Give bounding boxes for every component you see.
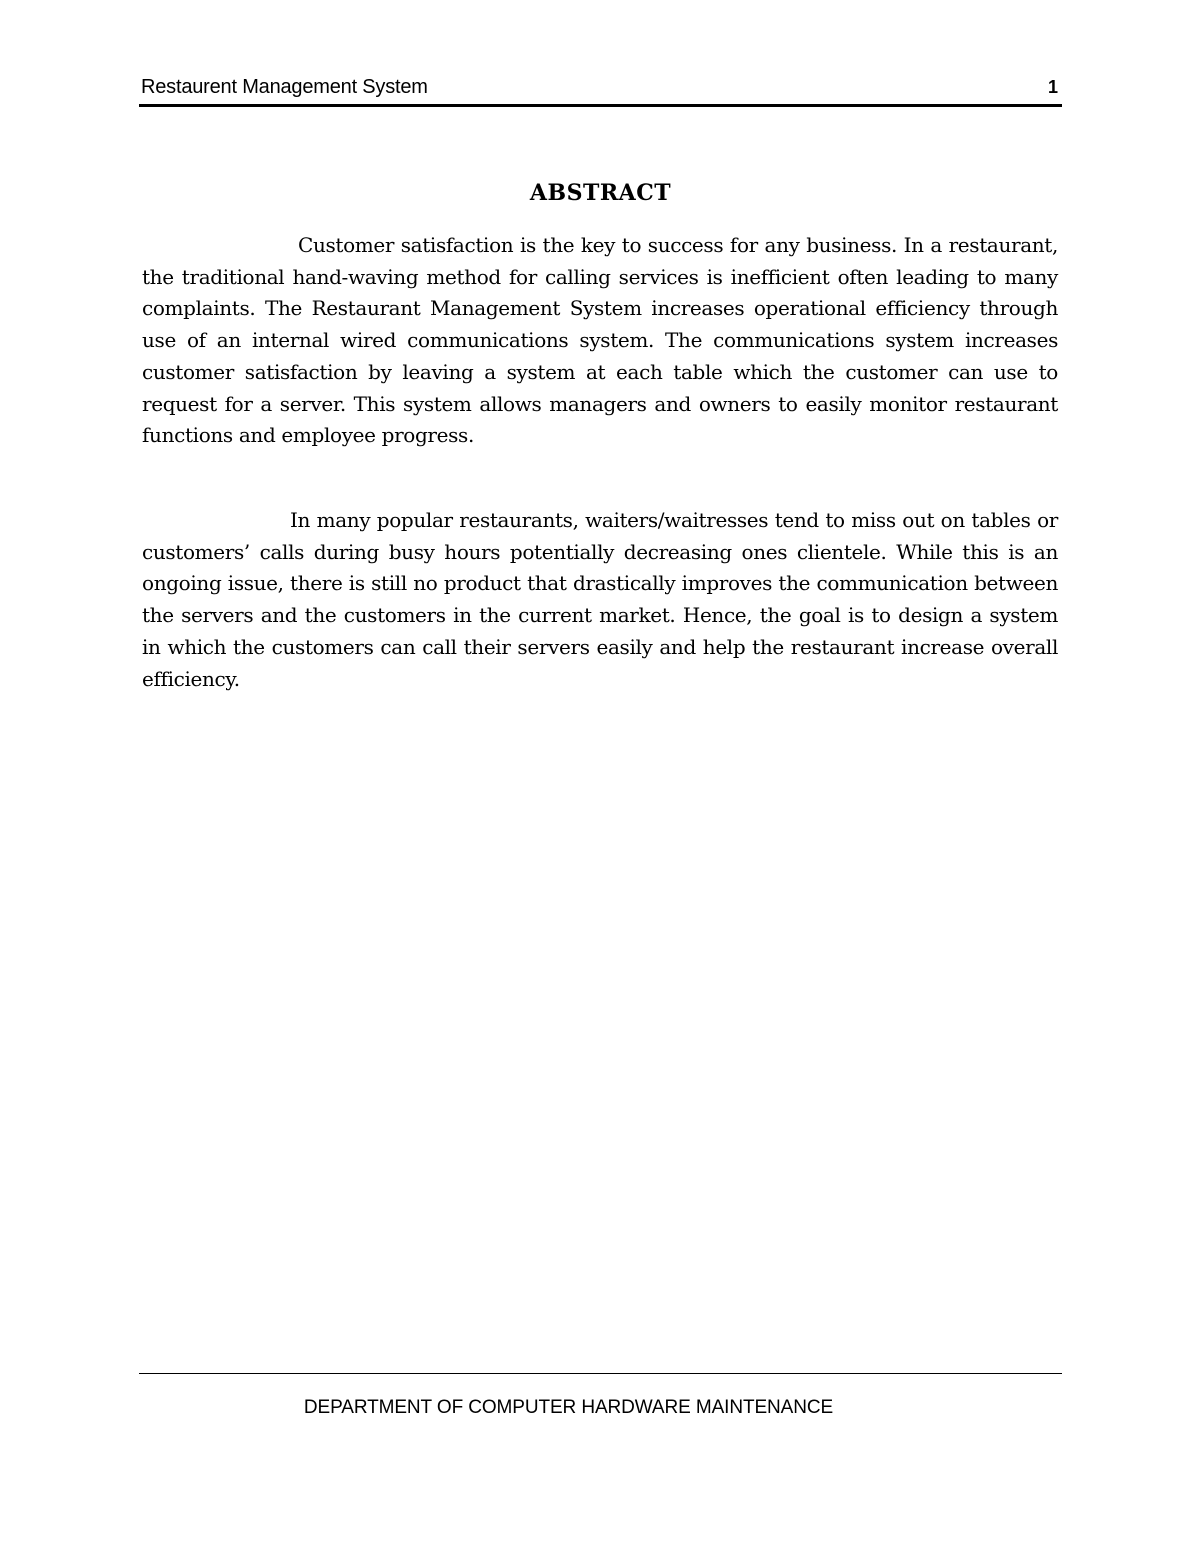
header-title: Restaurent Management System xyxy=(141,76,428,98)
footer-department: DEPARTMENT OF COMPUTER HARDWARE MAINTENANCE xyxy=(303,1397,834,1418)
abstract-paragraph-1: Customer satisfaction is the key to success for any business. In a restaurant, the traditional hand-waving method for calling services is inefficient often leading to many complaints. The Restaurant Management System increases operational efficiency through use of an internal wired communications system. The communications system increases customer satisfaction by leaving a system at each table which the customer can use to request for a server. This system allows managers and owners to easily monitor restaurant functions and employee progress. xyxy=(142,233,1058,448)
page-number: 1 xyxy=(1047,77,1058,97)
abstract-paragraph-2: In many popular restaurants, waiters/waitresses tend to miss out on tables or customers’ calls during busy hours potentially decreasing ones clientele. While this is an ongoing issue, there is still no product that drastically improves the communication between the servers and the customers in the current market. Hence, the goal is to design a system in which the customers can call their servers easily and help the restaurant increase overall efficiency. xyxy=(142,508,1058,691)
page-header xyxy=(139,74,1062,104)
header-divider xyxy=(139,104,1062,107)
footer-divider xyxy=(139,1373,1062,1374)
section-heading: ABSTRACT xyxy=(529,180,672,206)
